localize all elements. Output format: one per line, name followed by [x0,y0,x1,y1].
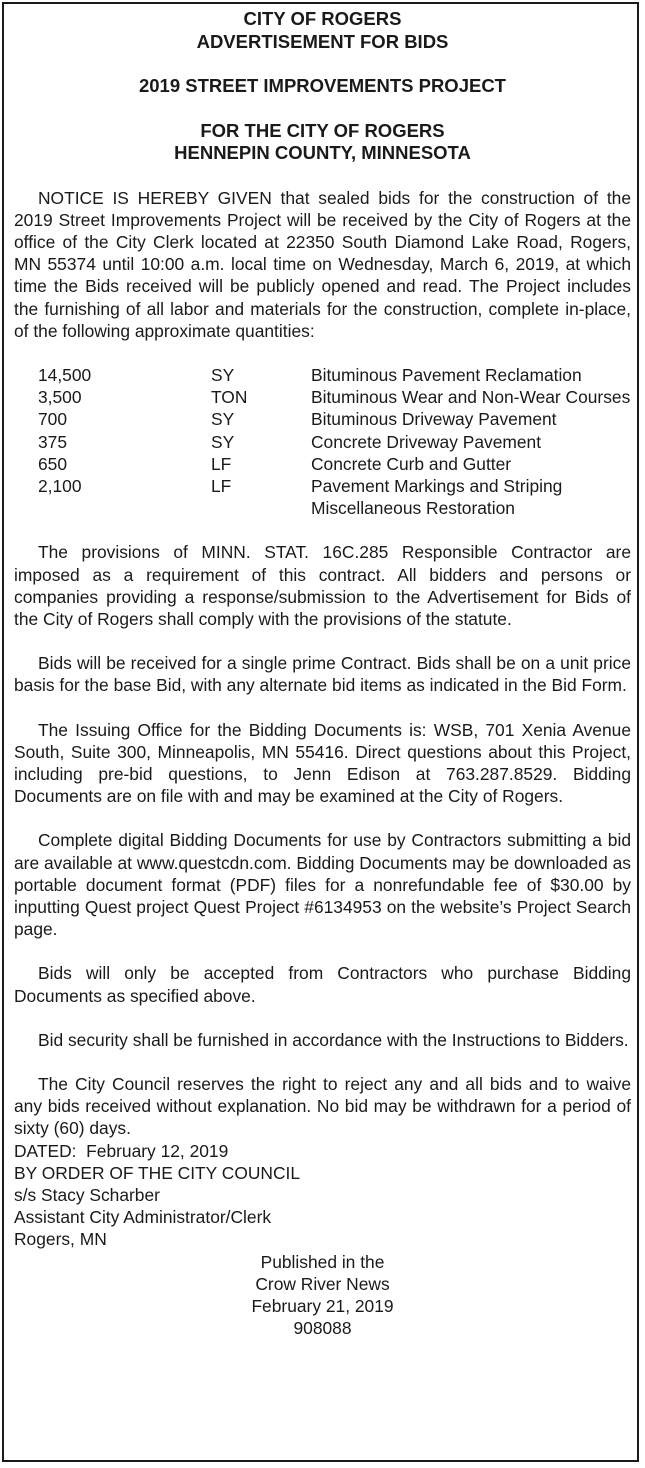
signer-location: Rogers, MN [14,1229,107,1250]
newspaper-name: Crow River News [255,1273,390,1294]
quantity-cell: 375 [38,431,68,452]
quantity-cell: 2,100 [38,475,82,496]
notice-type-title: ADVERTISEMENT FOR BIDS [196,30,449,52]
item-cell: Pavement Markings and Striping [311,475,563,496]
unit-cell: LF [211,475,232,496]
item-cell: Bituminous Driveway Pavement [311,409,557,430]
legal-notice [14,8,631,1339]
notice-city-title: CITY OF ROGERS [243,8,402,29]
unit-cell: TON [211,387,248,408]
unit-cell: SY [211,364,235,385]
item-cell: Bituminous Pavement Reclamation [311,364,582,385]
unit-cell [211,497,311,519]
accepted-bids-paragraph: Bids will only be accepted from Contractors who purchase Bidding Documents as specified above. [14,963,631,1006]
bid-security-paragraph: Bid security shall be furnished in accordance with the Instructions to Bidders. [38,1029,629,1050]
item-cell: Miscellaneous Restoration [311,498,515,519]
unit-cell: LF [211,453,232,474]
dated-line: DATED: February 12, 2019 [14,1140,229,1161]
unit-cell: SY [211,409,235,430]
table-row [38,408,631,430]
signer-title: Assistant City Administrator/Clerk [14,1207,272,1228]
project-title: 2019 STREET IMPROVEMENTS PROJECT [138,75,506,96]
item-cell: Concrete Curb and Gutter [311,453,512,474]
order-line: BY ORDER OF THE CITY COUNCIL [14,1162,301,1183]
table-row [38,386,631,408]
county-title: HENNEPIN COUNTY, MINNESOTA [174,142,471,163]
publication-line: Published in the [260,1251,385,1272]
table-row [38,453,631,475]
quantity-cell: 650 [38,453,68,474]
table-row [38,497,631,519]
publication-number: 908088 [293,1318,352,1339]
table-row [38,431,631,453]
item-cell: Bituminous Wear and Non-Wear Courses [311,387,631,408]
intro-paragraph: NOTICE IS HEREBY GIVEN that sealed bids for the construction of the 2019 Street Improvements Project will be received by the City of Rogers at the office of the City Clerk located at 22350 South Diamond Lake Road, Rogers, MN 55374 until 10:00 a.m. local time on Wednesday, March 6, 2019, at which time the Bids received will be publicly opened and read. The Project includes the furnishing of all labor and materials for the construction, complete in-place, of the following approximate quantities: [14,187,631,341]
issuing-office-paragraph: The Issuing Office for the Bidding Documents is: WSB, 701 Xenia Avenue South, Suite 300, Minneapolis, MN 55416. Direct questions about this Project, including pre-bid questions, to Jenn Edison at 763.287.8529. Bidding Documents are on file with and may be examined at the City of Rogers. [14,719,631,807]
quantity-cell: 14,500 [38,364,92,385]
unit-cell: SY [211,431,235,452]
council-rights-paragraph: The City Council reserves the right to reject any and all bids and to waive any bids received without explanation. No bid may be withdrawn for a period of sixty (60) days. [14,1074,631,1139]
signature-line: s/s Stacy Scharber [14,1185,160,1206]
for-city-title: FOR THE CITY OF ROGERS [200,119,445,141]
quantity-cell [38,497,211,519]
single-contract-paragraph: Bids will be received for a single prime Contract. Bids shall be on a unit price basis for the base Bid, with any alternate bid items as indicated in the Bid Form. [14,653,631,696]
table-row [38,364,631,386]
quantity-cell: 700 [38,409,68,430]
provisions-paragraph: The provisions of MINN. STAT. 16C.285 Responsible Contractor are imposed as a requirement of this contract. All bidders and persons or companies providing a response/submission to the Advertisement for Bids of the City of Rogers shall comply with the provisions of the statute. [14,542,631,629]
quantity-cell: 3,500 [38,387,82,408]
item-cell: Concrete Driveway Pavement [311,431,542,452]
table-row [38,475,631,497]
quantities-table [38,364,631,519]
digital-documents-paragraph: Complete digital Bidding Documents for use by Contractors submitting a bid are available at www.questcdn.com. Bidding Documents may be downloaded as portable document format (PDF) files for a nonrefundable fee of $30.00 by inputting Quest project Quest Project #6134953 on the website’s Project Search page. [14,830,631,940]
publication-date: February 21, 2019 [251,1296,394,1317]
